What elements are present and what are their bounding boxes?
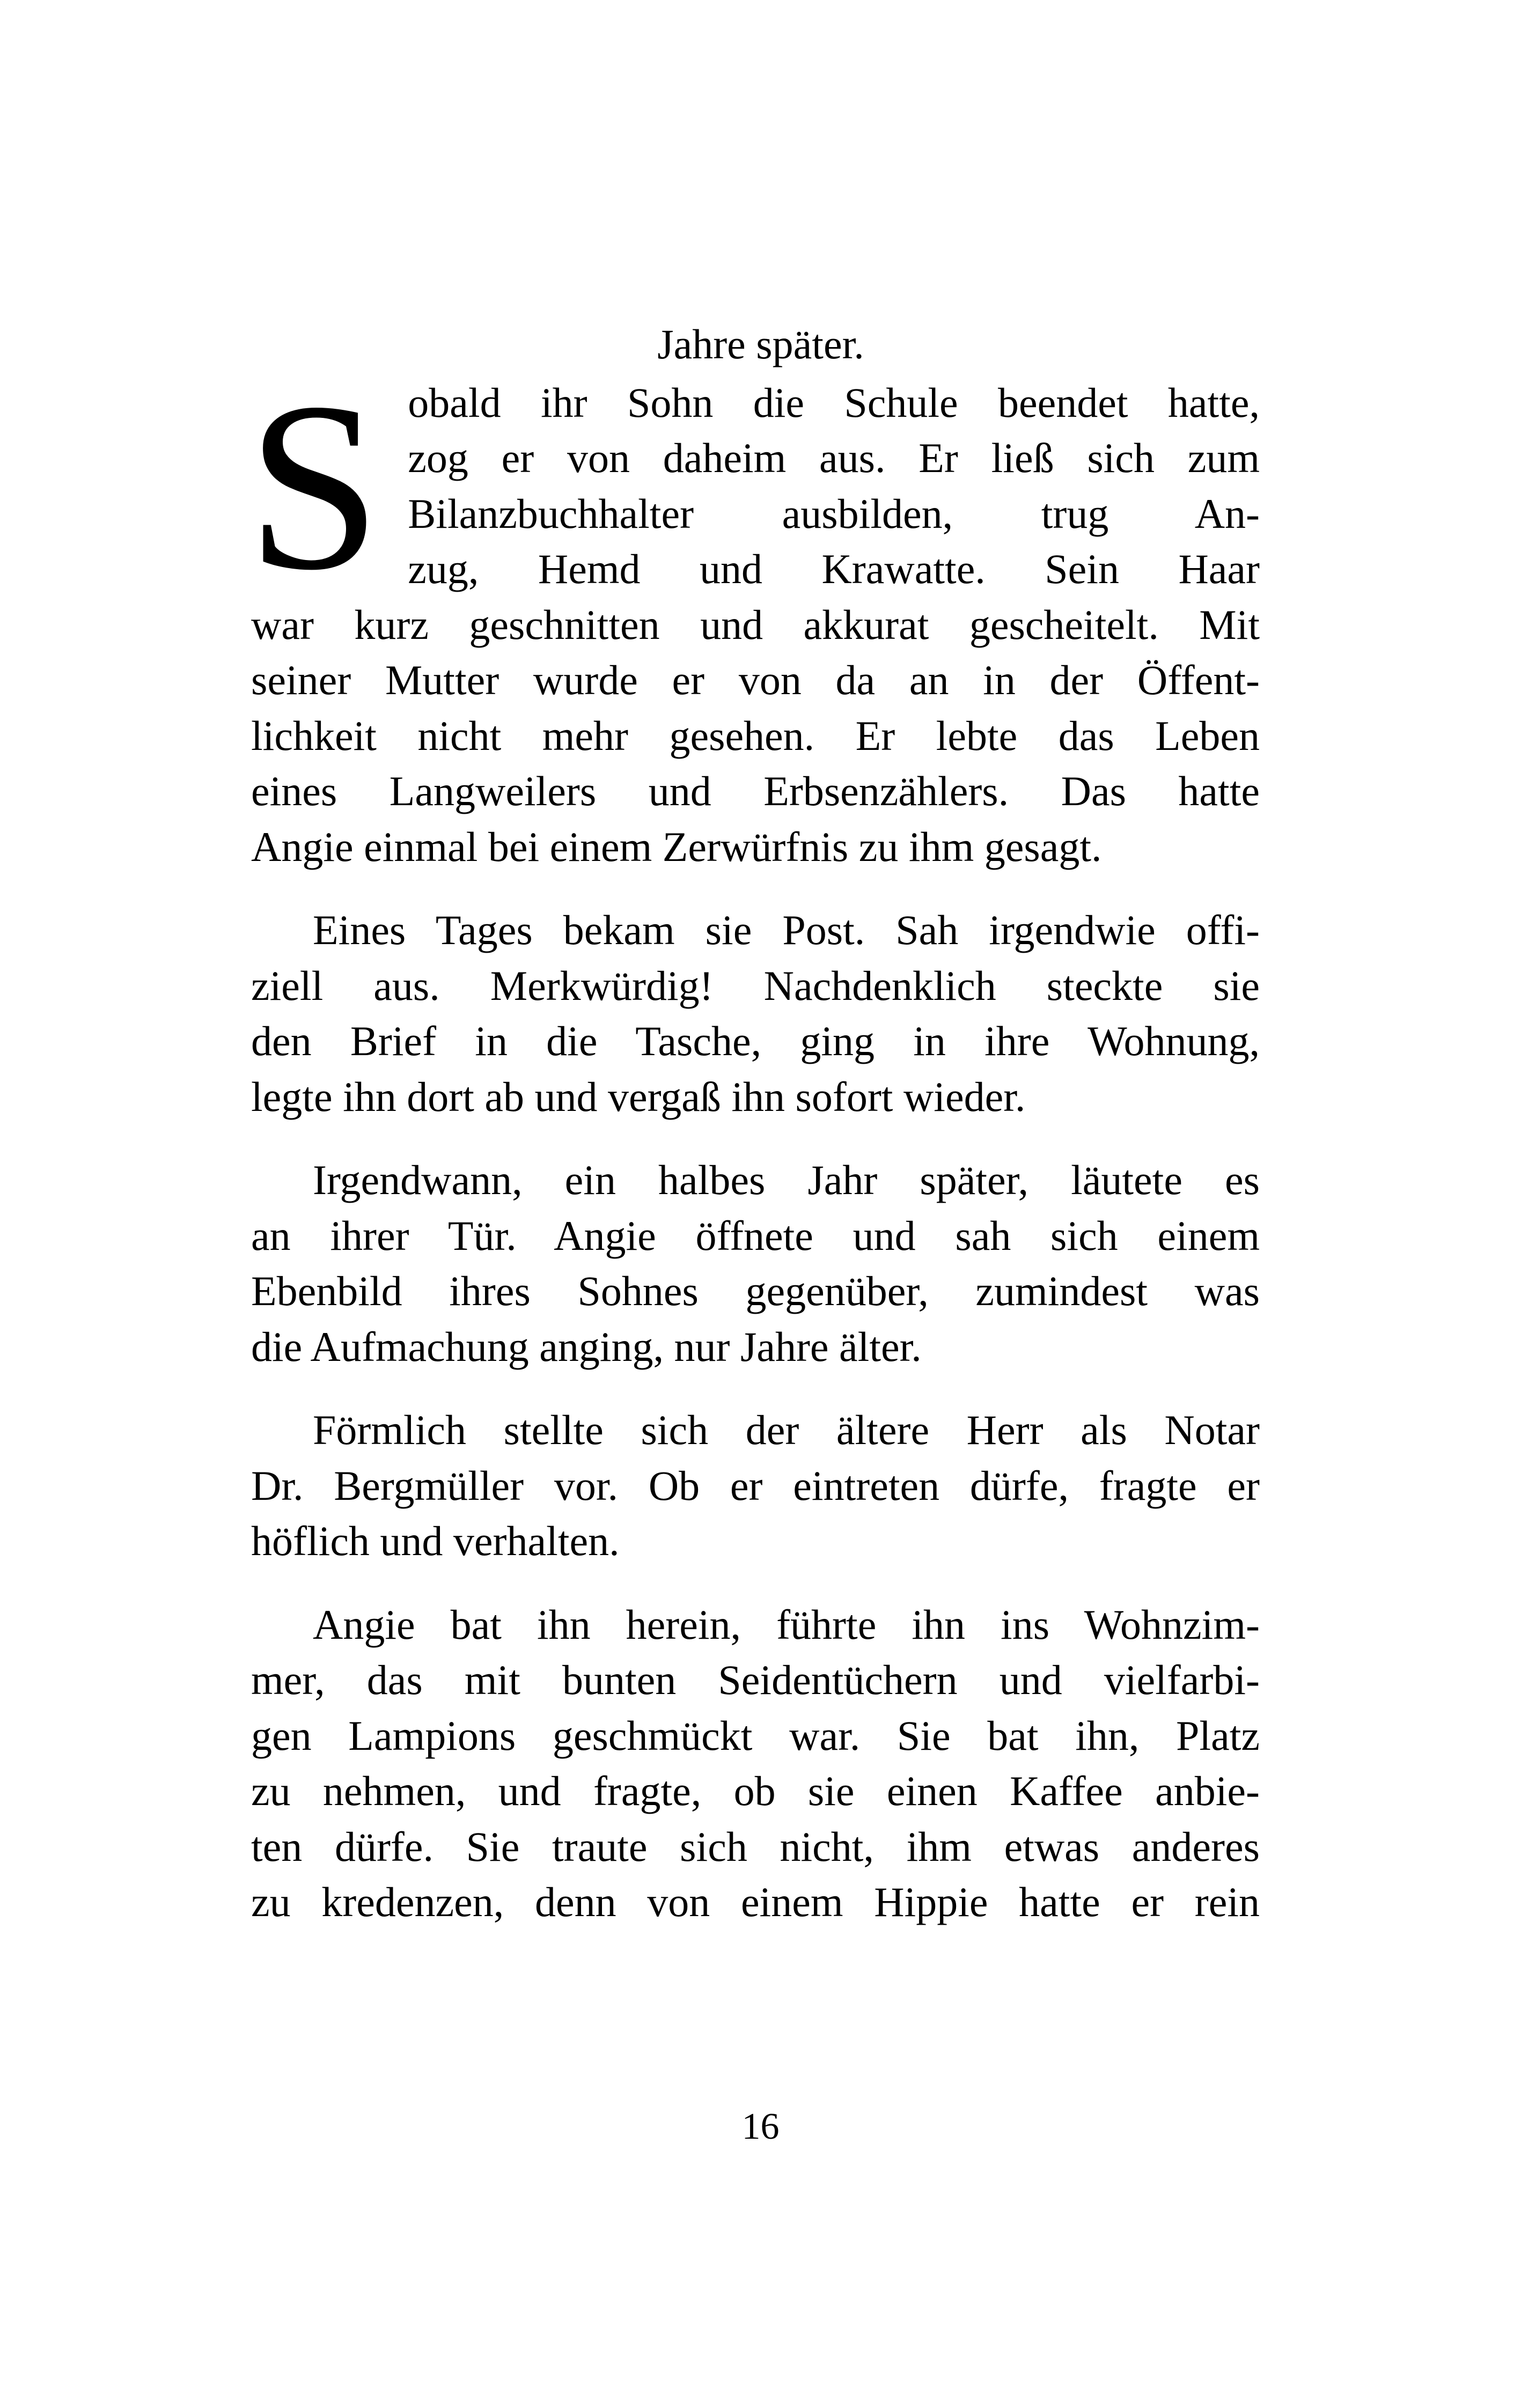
text-line: Ebenbild ihres Sohnes gegenüber, zumindest was [251, 1268, 1260, 1314]
text-line: zug, Hemd und Krawatte. Sein Haar [408, 546, 1260, 592]
text-line: mer, das mit bunten Seidentüchern und vielfarbi- [251, 1656, 1260, 1703]
text-line: die Aufmachung anging, nur Jahre älter. [251, 1323, 922, 1370]
paragraph-1 [247, 352, 1260, 875]
text-line: Angie einmal bei einem Zerwürfnis zu ihm gesagt. [251, 823, 1102, 870]
text-line: Förmlich stellte sich der ältere Herr als Notar [313, 1406, 1260, 1453]
paragraph-2 [251, 902, 1260, 1124]
text-line: Angie bat ihn herein, führte ihn ins Wohnzim- [313, 1601, 1260, 1648]
text-line: obald ihr Sohn die Schule beendet hatte, [408, 379, 1260, 426]
text-line: zog er von daheim aus. Er ließ sich zum [408, 435, 1260, 481]
text-line: höflich und verhalten. [251, 1518, 620, 1564]
text-line: ten dürfe. Sie traute sich nicht, ihm etwas anderes [251, 1823, 1260, 1870]
text-line: Bilanzbuchhalter ausbilden, trug An- [408, 490, 1260, 537]
paragraph-3 [251, 1152, 1260, 1374]
text-line: eines Langweilers und Erbsenzählers. Das hatte [251, 768, 1260, 814]
text-line: legte ihn dort ab und vergaß ihn sofort wieder. [251, 1073, 1026, 1120]
text-line: seiner Mutter wurde er von da an in der Öffent- [251, 657, 1260, 703]
text-line: ziell aus. Merkwürdig! Nachdenklich steckte sie [251, 962, 1260, 1009]
paragraph-4 [251, 1402, 1260, 1569]
text-line: gen Lampions geschmückt war. Sie bat ihn, Platz [251, 1712, 1260, 1759]
text-line: Dr. Bergmüller vor. Ob er eintreten dürfe, fragte er [251, 1462, 1260, 1509]
text-line: Eines Tages bekam sie Post. Sah irgendwie offi- [313, 907, 1260, 953]
text-line: lichkeit nicht mehr gesehen. Er lebte das Leben [251, 712, 1260, 759]
drop-cap-letter: S [247, 352, 381, 620]
text-line: war kurz geschnitten und akkurat gescheitelt. Mit [251, 601, 1260, 648]
text-line: zu nehmen, und fragte, ob sie einen Kaffee anbie- [251, 1768, 1260, 1814]
section-heading: Jahre später. [657, 321, 864, 367]
page-text-block [247, 316, 1260, 1958]
text-line: an ihrer Tür. Angie öffnete und sah sich einem [251, 1212, 1260, 1259]
text-line: den Brief in die Tasche, ging in ihre Wohnung, [251, 1018, 1260, 1064]
paragraph-5 [251, 1597, 1260, 1930]
text-line: Irgendwann, ein halbes Jahr später, läutete es [313, 1157, 1260, 1203]
page-number: 16 [741, 2106, 780, 2147]
text-line: zu kredenzen, denn von einem Hippie hatte er rein [251, 1879, 1260, 1925]
